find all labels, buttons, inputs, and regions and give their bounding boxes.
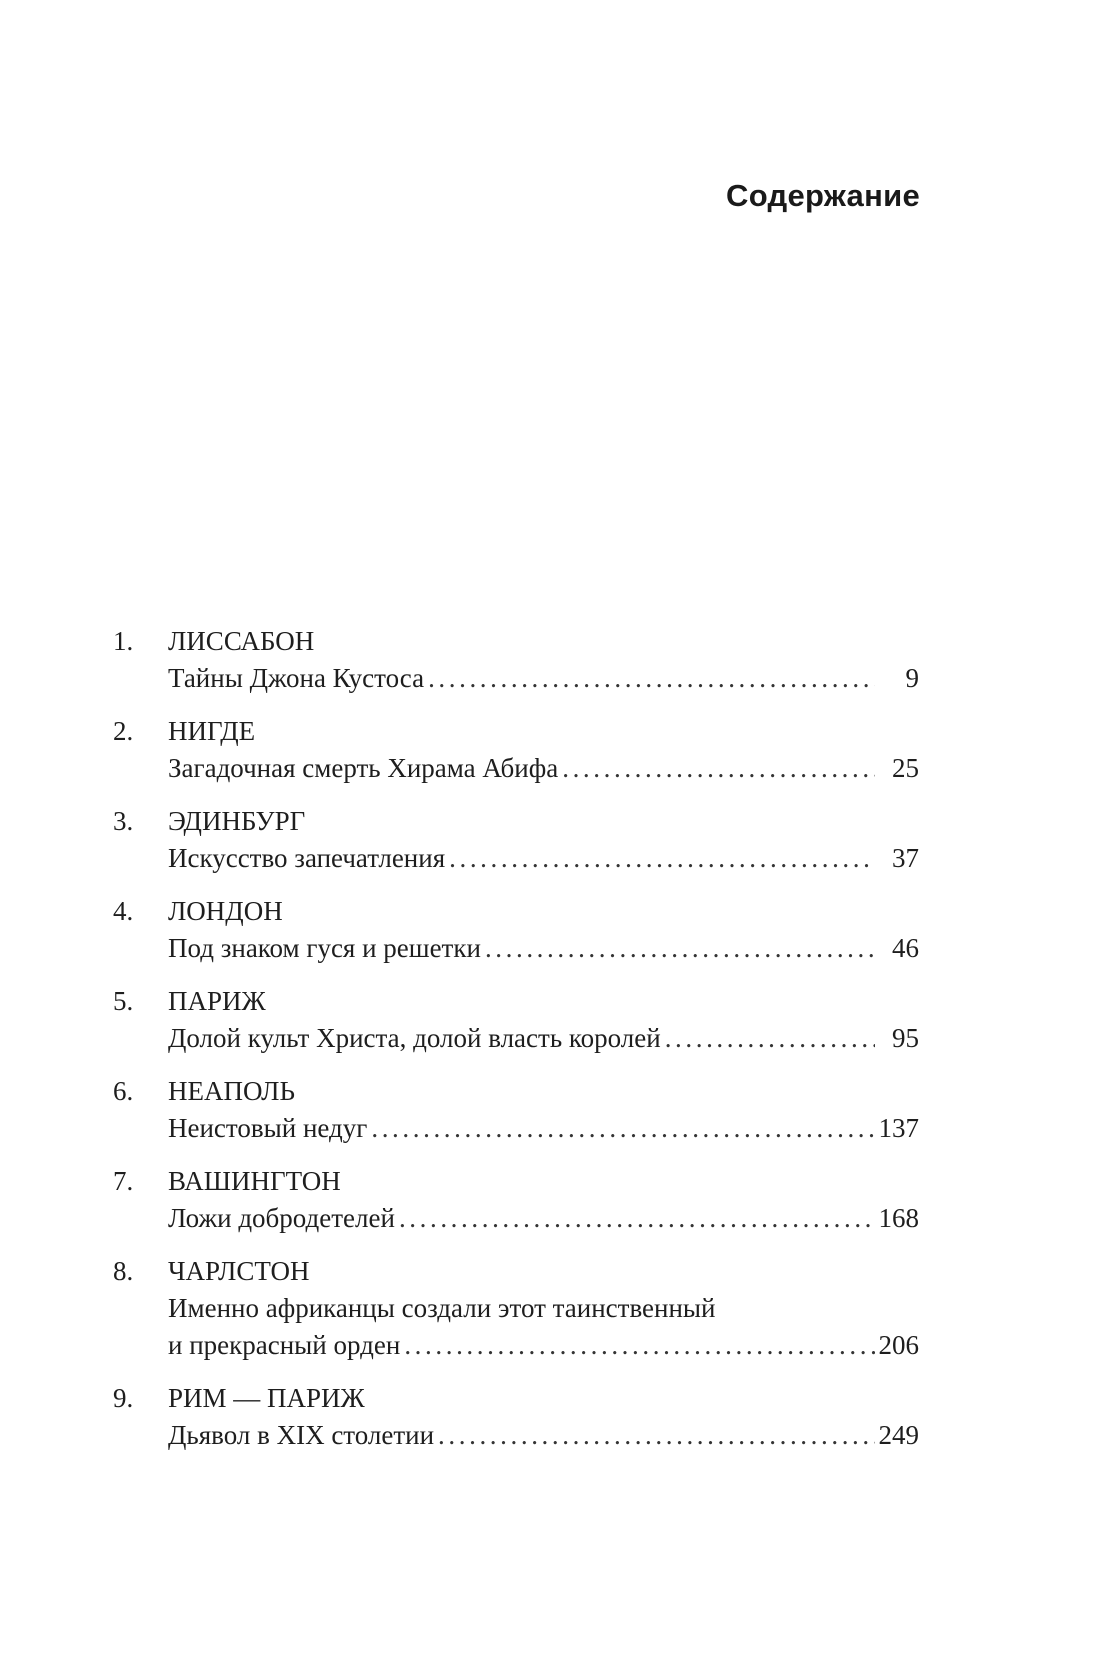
toc-link[interactable] xyxy=(113,1110,919,1147)
toc-link[interactable] xyxy=(113,660,919,697)
toc-entry xyxy=(113,1073,919,1147)
chapter-number: 2. xyxy=(113,716,134,746)
chapter-title: Неистовый недуг xyxy=(168,1113,368,1143)
chapter-title-line: Именно африканцы создали этот таинственный xyxy=(168,1293,716,1323)
chapter-place: ЧАРЛСТОН xyxy=(168,1256,310,1286)
chapter-title: Долой культ Христа, долой власть королей xyxy=(168,1023,661,1053)
chapter-title: Ложи добродетелей xyxy=(168,1203,395,1233)
page-number: 206 xyxy=(878,1330,919,1360)
chapter-title: Под знаком гуся и решетки xyxy=(168,933,481,963)
page-number: 37 xyxy=(892,843,919,873)
page-number: 168 xyxy=(878,1203,919,1233)
toc-link[interactable] xyxy=(113,1020,919,1057)
chapter-number: 6. xyxy=(113,1076,134,1106)
page-number: 9 xyxy=(905,663,919,693)
chapter-place: ВАШИНГТОН xyxy=(168,1166,341,1196)
toc-entry xyxy=(113,1380,919,1454)
chapter-place: ЛОНДОН xyxy=(168,896,283,926)
toc-entry xyxy=(113,893,919,967)
page-number: 95 xyxy=(892,1023,919,1053)
chapter-title: Тайны Джона Кустоса xyxy=(168,663,425,693)
toc-entry xyxy=(113,713,919,787)
leader-dots xyxy=(371,1110,874,1147)
leader-dots xyxy=(428,660,875,697)
table-of-contents xyxy=(113,623,919,1470)
page-number: 249 xyxy=(878,1420,919,1450)
page-number: 137 xyxy=(878,1113,919,1143)
chapter-number: 1. xyxy=(113,626,134,656)
chapter-title: Дьявол в XIX столетии xyxy=(168,1420,435,1450)
page-number: 46 xyxy=(892,933,919,963)
chapter-title: Загадочная смерть Хирама Абифа xyxy=(168,753,559,783)
toc-entry xyxy=(113,623,919,697)
toc-link[interactable] xyxy=(113,1200,919,1237)
toc-link[interactable] xyxy=(113,1327,919,1364)
page-title: Содержание xyxy=(726,178,920,213)
leader-dots xyxy=(485,930,875,967)
chapter-place: НЕАПОЛЬ xyxy=(168,1076,295,1106)
leader-dots xyxy=(665,1020,875,1057)
toc-entry xyxy=(113,1253,919,1364)
leader-dots xyxy=(438,1417,874,1454)
page-number: 25 xyxy=(892,753,919,783)
leader-dots xyxy=(399,1200,875,1237)
chapter-number: 8. xyxy=(113,1256,134,1286)
chapter-place: ПАРИЖ xyxy=(168,986,266,1016)
chapter-place: НИГДЕ xyxy=(168,716,256,746)
chapter-place: ЭДИНБУРГ xyxy=(168,806,306,836)
chapter-number: 7. xyxy=(113,1166,134,1196)
chapter-title: и прекрасный орден xyxy=(168,1330,401,1360)
toc-entry xyxy=(113,803,919,877)
chapter-number: 3. xyxy=(113,806,134,836)
toc-link[interactable] xyxy=(113,1417,919,1454)
leader-dots xyxy=(449,840,875,877)
toc-link[interactable] xyxy=(113,930,919,967)
chapter-place: ЛИССАБОН xyxy=(168,626,315,656)
toc-link[interactable] xyxy=(113,750,919,787)
chapter-title: Искусство запечатления xyxy=(168,843,446,873)
leader-dots xyxy=(404,1327,874,1364)
chapter-number: 9. xyxy=(113,1383,134,1413)
chapter-number: 4. xyxy=(113,896,134,926)
chapter-place: РИМ — ПАРИЖ xyxy=(168,1383,365,1413)
toc-entry xyxy=(113,1163,919,1237)
leader-dots xyxy=(562,750,875,787)
toc-link[interactable] xyxy=(113,840,919,877)
chapter-number: 5. xyxy=(113,986,134,1016)
toc-entry xyxy=(113,983,919,1057)
